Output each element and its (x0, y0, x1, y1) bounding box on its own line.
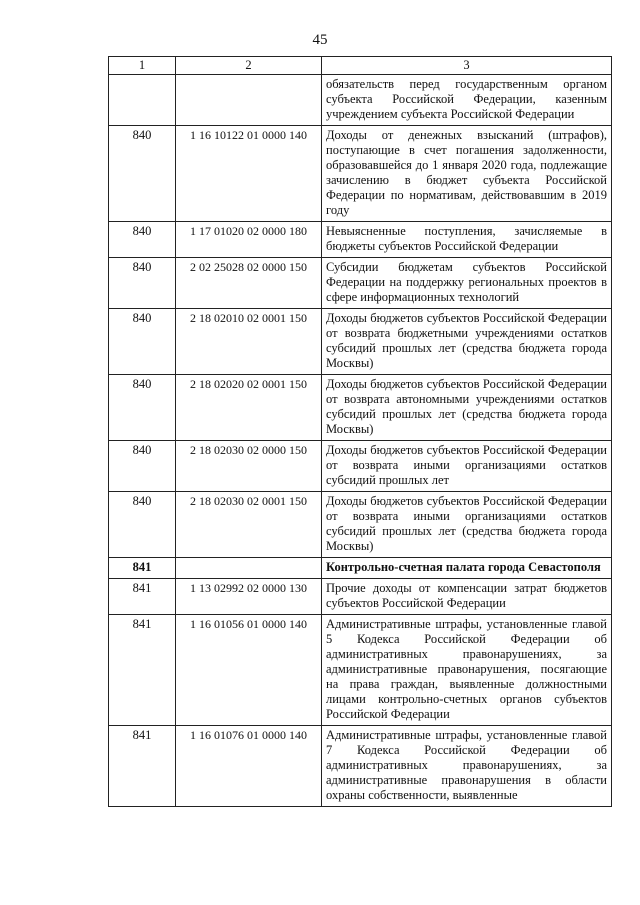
admin-code-cell: 840 (109, 441, 176, 492)
table-header-row (109, 57, 612, 75)
revenue-name-cell: Доходы бюджетов субъектов Российской Федерации от возврата бюджетными учреждениями остатков субсидий прошлых лет (средства бюджета города Москвы) (322, 309, 612, 375)
table-row (109, 309, 612, 375)
admin-code-cell: 840 (109, 126, 176, 222)
table-row (109, 126, 612, 222)
revenue-name-cell: Невыясненные поступления, зачисляемые в бюджеты субъектов Российской Федерации (322, 222, 612, 258)
admin-code-cell: 841 (109, 579, 176, 615)
budget-classification-code-cell (176, 75, 322, 126)
table-row (109, 441, 612, 492)
budget-classification-code-cell: 1 16 01056 01 0000 140 (176, 615, 322, 726)
table-row (109, 615, 612, 726)
budget-classification-code-cell: 2 18 02030 02 0001 150 (176, 492, 322, 558)
admin-code-cell (109, 75, 176, 126)
budget-classification-code-cell: 1 16 01076 01 0000 140 (176, 726, 322, 807)
budget-classification-code-cell: 2 02 25028 02 0000 150 (176, 258, 322, 309)
table-row (109, 375, 612, 441)
budget-classification-code-cell: 2 18 02010 02 0001 150 (176, 309, 322, 375)
table-row (109, 75, 612, 126)
column-header-admin: 1 (109, 57, 176, 75)
budget-classification-code-cell: 2 18 02030 02 0000 150 (176, 441, 322, 492)
revenue-name-cell: Доходы от денежных взысканий (штрафов), поступающие в счет погашения задолженности, образовавшейся до 1 января 2020 года, подлежащие зачислению в бюджет субъекта Российской Федерации по нормативам, действовавшим в 2019 году (322, 126, 612, 222)
budget-classification-code-cell (176, 558, 322, 579)
budget-classification-code-cell: 1 13 02992 02 0000 130 (176, 579, 322, 615)
table-row (109, 492, 612, 558)
table-row (109, 258, 612, 309)
admin-code-cell: 840 (109, 222, 176, 258)
column-header-code: 2 (176, 57, 322, 75)
revenue-name-cell: Административные штрафы, установленные главой 5 Кодекса Российской Федерации об административных правонарушениях, за административные правонарушения, посягающие на права граждан, выявленные должностными лицами контрольно-счетных органов субъектов Российской Федерации (322, 615, 612, 726)
revenue-name-cell: Субсидии бюджетам субъектов Российской Федерации на поддержку региональных проектов в сфере информационных технологий (322, 258, 612, 309)
revenue-name-cell: Доходы бюджетов субъектов Российской Федерации от возврата автономными учреждениями остатков субсидий прошлых лет (средства бюджета города Москвы) (322, 375, 612, 441)
revenue-name-cell: Доходы бюджетов субъектов Российской Федерации от возврата иными организациями остатков субсидий прошлых лет (322, 441, 612, 492)
revenue-codes-table (108, 56, 612, 807)
budget-classification-code-cell: 2 18 02020 02 0001 150 (176, 375, 322, 441)
revenue-name-cell: Административные штрафы, установленные главой 7 Кодекса Российской Федерации об административных правонарушениях, за административные правонарушения в области охраны собственности, выявленные (322, 726, 612, 807)
page-number: 45 (312, 32, 328, 48)
table-row (109, 222, 612, 258)
budget-classification-code-cell: 1 17 01020 02 0000 180 (176, 222, 322, 258)
admin-code-cell: 840 (109, 258, 176, 309)
admin-code-cell: 840 (109, 309, 176, 375)
budget-classification-code-cell: 1 16 10122 01 0000 140 (176, 126, 322, 222)
revenue-name-cell: Прочие доходы от компенсации затрат бюджетов субъектов Российской Федерации (322, 579, 612, 615)
table-row (109, 726, 612, 807)
revenue-name-cell: Контрольно-счетная палата города Севастополя (322, 558, 612, 579)
revenue-name-cell: обязательств перед государственным органом субъекта Российской Федерации, казенным учреждением субъекта Российской Федерации (322, 75, 612, 126)
table-row (109, 558, 612, 579)
admin-code-cell: 841 (109, 558, 176, 579)
revenue-name-cell: Доходы бюджетов субъектов Российской Федерации от возврата иными организациями остатков субсидий прошлых лет (средства бюджета города Москвы) (322, 492, 612, 558)
admin-code-cell: 841 (109, 615, 176, 726)
table-body (109, 75, 612, 807)
column-header-name: 3 (322, 57, 612, 75)
table-row (109, 579, 612, 615)
admin-code-cell: 840 (109, 492, 176, 558)
admin-code-cell: 841 (109, 726, 176, 807)
admin-code-cell: 840 (109, 375, 176, 441)
